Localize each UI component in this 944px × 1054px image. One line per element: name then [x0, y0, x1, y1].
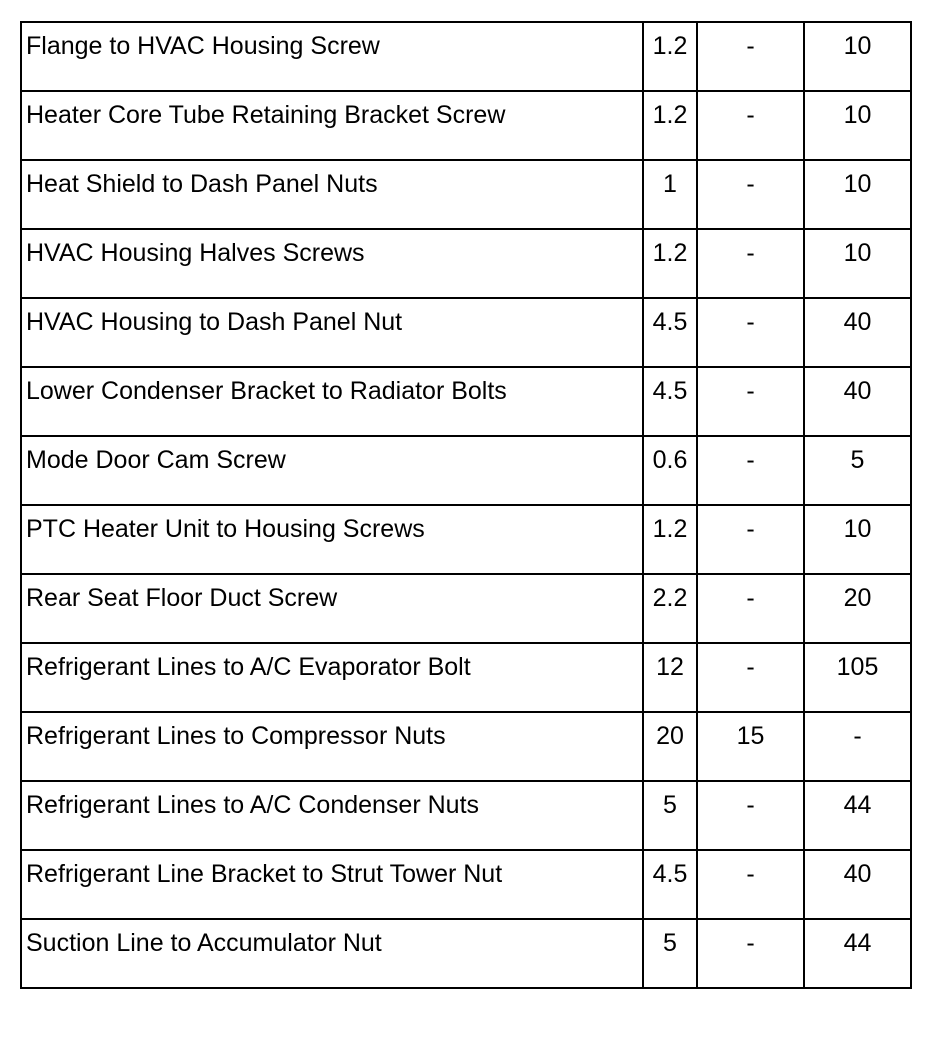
nm-cell: 1.2: [643, 229, 697, 298]
ft-lbs-cell: -: [697, 367, 804, 436]
torque-spec-table: [20, 21, 912, 989]
description-cell: Flange to HVAC Housing Screw: [21, 22, 643, 91]
nm-cell: 1.2: [643, 91, 697, 160]
ft-lbs-cell: -: [697, 298, 804, 367]
table-row: [21, 22, 911, 91]
in-lbs-cell: 10: [804, 229, 911, 298]
table-row: [21, 160, 911, 229]
ft-lbs-cell: -: [697, 436, 804, 505]
ft-lbs-cell: -: [697, 229, 804, 298]
nm-cell: 5: [643, 781, 697, 850]
in-lbs-cell: -: [804, 712, 911, 781]
description-cell: Refrigerant Lines to A/C Evaporator Bolt: [21, 643, 643, 712]
nm-cell: 4.5: [643, 298, 697, 367]
nm-cell: 0.6: [643, 436, 697, 505]
table-row: [21, 298, 911, 367]
table-row: [21, 436, 911, 505]
table-row: [21, 919, 911, 988]
description-cell: Lower Condenser Bracket to Radiator Bolts: [21, 367, 643, 436]
ft-lbs-cell: -: [697, 22, 804, 91]
ft-lbs-cell: -: [697, 505, 804, 574]
table-row: [21, 91, 911, 160]
in-lbs-cell: 40: [804, 367, 911, 436]
in-lbs-cell: 10: [804, 505, 911, 574]
nm-cell: 5: [643, 919, 697, 988]
in-lbs-cell: 105: [804, 643, 911, 712]
nm-cell: 1.2: [643, 22, 697, 91]
table-row: [21, 643, 911, 712]
description-cell: Refrigerant Lines to A/C Condenser Nuts: [21, 781, 643, 850]
description-cell: HVAC Housing to Dash Panel Nut: [21, 298, 643, 367]
description-cell: Suction Line to Accumulator Nut: [21, 919, 643, 988]
in-lbs-cell: 10: [804, 160, 911, 229]
description-cell: Refrigerant Line Bracket to Strut Tower Nut: [21, 850, 643, 919]
table-row: [21, 574, 911, 643]
in-lbs-cell: 10: [804, 22, 911, 91]
description-cell: Refrigerant Lines to Compressor Nuts: [21, 712, 643, 781]
table-row: [21, 229, 911, 298]
ft-lbs-cell: -: [697, 850, 804, 919]
nm-cell: 20: [643, 712, 697, 781]
table-row: [21, 505, 911, 574]
in-lbs-cell: 20: [804, 574, 911, 643]
in-lbs-cell: 10: [804, 91, 911, 160]
in-lbs-cell: 44: [804, 919, 911, 988]
description-cell: Rear Seat Floor Duct Screw: [21, 574, 643, 643]
nm-cell: 1: [643, 160, 697, 229]
in-lbs-cell: 44: [804, 781, 911, 850]
nm-cell: 1.2: [643, 505, 697, 574]
description-cell: HVAC Housing Halves Screws: [21, 229, 643, 298]
ft-lbs-cell: -: [697, 643, 804, 712]
description-cell: PTC Heater Unit to Housing Screws: [21, 505, 643, 574]
table-row: [21, 712, 911, 781]
nm-cell: 12: [643, 643, 697, 712]
table-row: [21, 781, 911, 850]
description-cell: Heat Shield to Dash Panel Nuts: [21, 160, 643, 229]
ft-lbs-cell: -: [697, 91, 804, 160]
nm-cell: 2.2: [643, 574, 697, 643]
nm-cell: 4.5: [643, 367, 697, 436]
description-cell: Heater Core Tube Retaining Bracket Screw: [21, 91, 643, 160]
ft-lbs-cell: -: [697, 160, 804, 229]
torque-spec-table-body: [21, 22, 911, 988]
table-row: [21, 367, 911, 436]
table-row: [21, 850, 911, 919]
ft-lbs-cell: -: [697, 574, 804, 643]
in-lbs-cell: 5: [804, 436, 911, 505]
description-cell: Mode Door Cam Screw: [21, 436, 643, 505]
nm-cell: 4.5: [643, 850, 697, 919]
in-lbs-cell: 40: [804, 298, 911, 367]
ft-lbs-cell: -: [697, 919, 804, 988]
ft-lbs-cell: 15: [697, 712, 804, 781]
ft-lbs-cell: -: [697, 781, 804, 850]
in-lbs-cell: 40: [804, 850, 911, 919]
